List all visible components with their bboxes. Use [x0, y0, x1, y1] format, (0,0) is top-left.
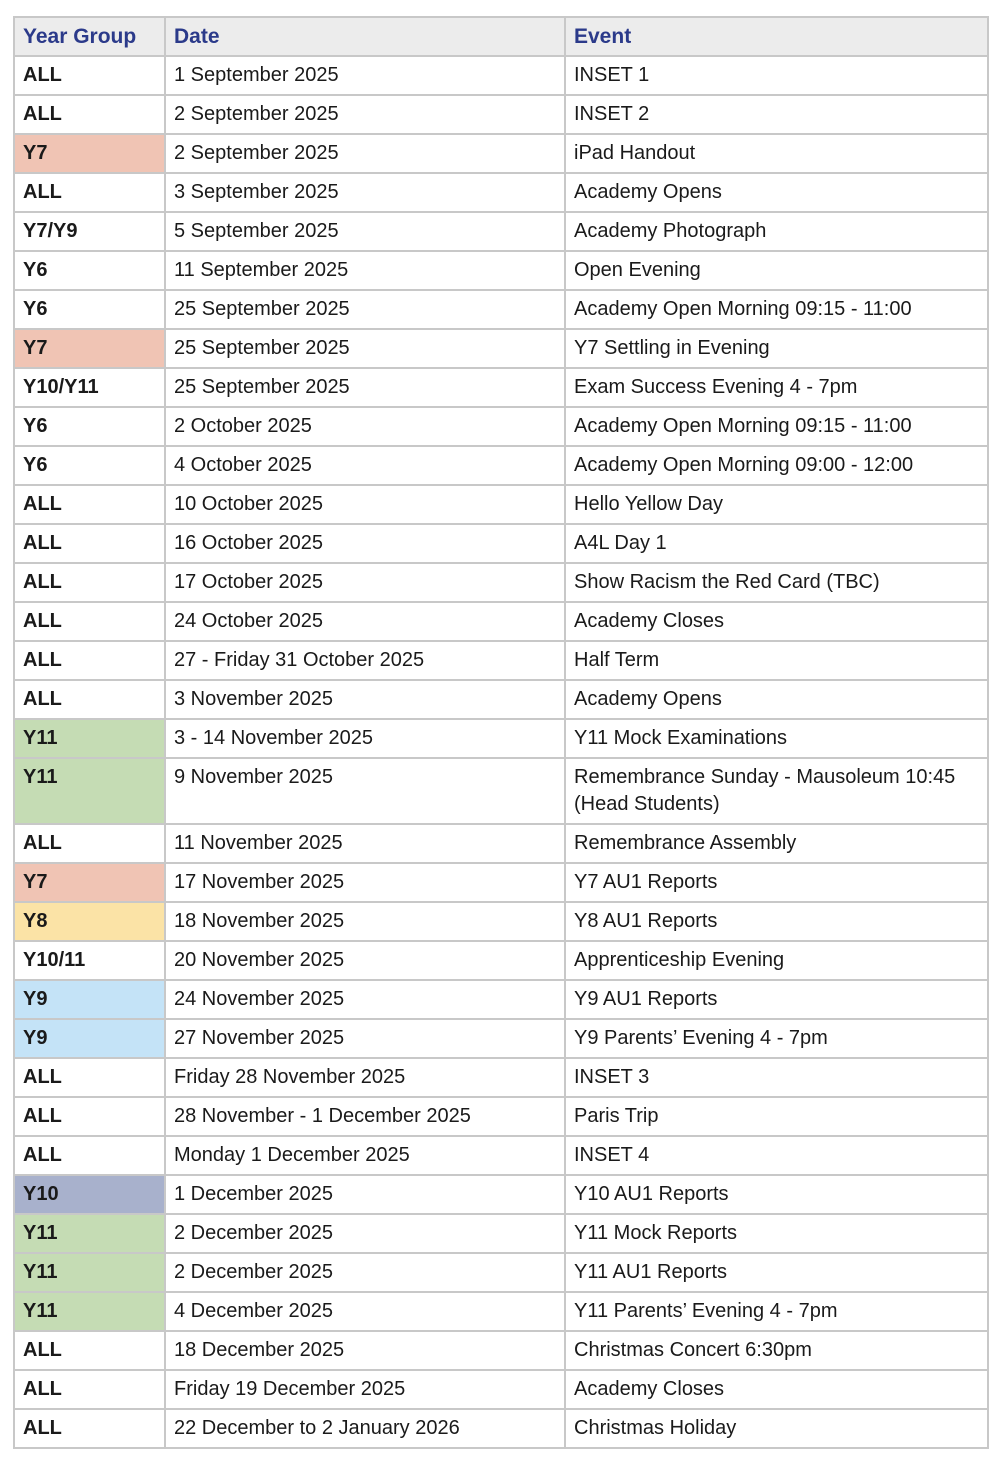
year-group-cell: Y6 [14, 251, 165, 290]
table-row [14, 1175, 988, 1214]
year-group-cell: ALL [14, 56, 165, 95]
table-row [14, 329, 988, 368]
year-group-cell: ALL [14, 1136, 165, 1175]
table-row [14, 1214, 988, 1253]
header-year-group: Year Group [14, 17, 165, 56]
year-group-cell: Y10/11 [14, 941, 165, 980]
table-row [14, 290, 988, 329]
event-cell: iPad Handout [565, 134, 988, 173]
year-group-cell: Y11 [14, 719, 165, 758]
date-cell: 24 November 2025 [165, 980, 565, 1019]
table-row [14, 824, 988, 863]
table-row [14, 1370, 988, 1409]
header-row [14, 17, 988, 56]
year-group-cell: Y9 [14, 980, 165, 1019]
date-cell: 11 November 2025 [165, 824, 565, 863]
year-group-cell: Y6 [14, 446, 165, 485]
event-cell: Academy Open Morning 09:00 - 12:00 [565, 446, 988, 485]
table-row [14, 641, 988, 680]
date-cell: 5 September 2025 [165, 212, 565, 251]
event-cell: A4L Day 1 [565, 524, 988, 563]
year-group-cell: Y7 [14, 863, 165, 902]
year-group-cell: Y9 [14, 1019, 165, 1058]
table-row [14, 1136, 988, 1175]
table-row [14, 1097, 988, 1136]
table-row [14, 368, 988, 407]
date-cell: 16 October 2025 [165, 524, 565, 563]
date-cell: Friday 28 November 2025 [165, 1058, 565, 1097]
event-cell: Remembrance Assembly [565, 824, 988, 863]
year-group-cell: ALL [14, 824, 165, 863]
date-cell: 3 - 14 November 2025 [165, 719, 565, 758]
table-row [14, 485, 988, 524]
table-row [14, 407, 988, 446]
year-group-cell: Y10/Y11 [14, 368, 165, 407]
event-cell: Y11 Parents’ Evening 4 - 7pm [565, 1292, 988, 1331]
year-group-cell: ALL [14, 680, 165, 719]
year-group-cell: ALL [14, 173, 165, 212]
year-group-cell: Y6 [14, 407, 165, 446]
year-group-cell: Y7/Y9 [14, 212, 165, 251]
table-body [14, 56, 988, 1448]
date-cell: 11 September 2025 [165, 251, 565, 290]
event-cell: Half Term [565, 641, 988, 680]
table-row [14, 212, 988, 251]
event-cell: Christmas Concert 6:30pm [565, 1331, 988, 1370]
table-row [14, 1253, 988, 1292]
date-cell: 10 October 2025 [165, 485, 565, 524]
date-cell: 2 September 2025 [165, 134, 565, 173]
date-cell: 2 December 2025 [165, 1214, 565, 1253]
date-cell: Friday 19 December 2025 [165, 1370, 565, 1409]
event-cell: Y10 AU1 Reports [565, 1175, 988, 1214]
table-row [14, 980, 988, 1019]
event-cell: INSET 4 [565, 1136, 988, 1175]
date-cell: 1 December 2025 [165, 1175, 565, 1214]
table-row [14, 524, 988, 563]
date-cell: 27 - Friday 31 October 2025 [165, 641, 565, 680]
table-row [14, 1292, 988, 1331]
date-cell: 27 November 2025 [165, 1019, 565, 1058]
table-row [14, 902, 988, 941]
event-cell: Y9 Parents’ Evening 4 - 7pm [565, 1019, 988, 1058]
date-cell: 17 October 2025 [165, 563, 565, 602]
year-group-cell: ALL [14, 485, 165, 524]
year-group-cell: ALL [14, 524, 165, 563]
date-cell: 3 September 2025 [165, 173, 565, 212]
event-cell: Academy Opens [565, 680, 988, 719]
table-row [14, 680, 988, 719]
date-cell: 4 December 2025 [165, 1292, 565, 1331]
event-cell: Y8 AU1 Reports [565, 902, 988, 941]
year-group-cell: Y7 [14, 329, 165, 368]
date-cell: 4 October 2025 [165, 446, 565, 485]
table-row [14, 251, 988, 290]
table-row [14, 56, 988, 95]
date-cell: Monday 1 December 2025 [165, 1136, 565, 1175]
year-group-cell: Y11 [14, 1214, 165, 1253]
year-group-cell: Y11 [14, 1253, 165, 1292]
year-group-cell: Y11 [14, 1292, 165, 1331]
date-cell: 22 December to 2 January 2026 [165, 1409, 565, 1448]
event-cell: Academy Closes [565, 1370, 988, 1409]
year-group-cell: ALL [14, 641, 165, 680]
date-cell: 17 November 2025 [165, 863, 565, 902]
event-cell: Y11 Mock Reports [565, 1214, 988, 1253]
year-group-cell: Y11 [14, 758, 165, 824]
year-group-cell: ALL [14, 602, 165, 641]
table-row [14, 173, 988, 212]
table-row [14, 446, 988, 485]
table-row [14, 1409, 988, 1448]
year-group-cell: Y8 [14, 902, 165, 941]
year-group-cell: ALL [14, 1409, 165, 1448]
date-cell: 3 November 2025 [165, 680, 565, 719]
event-cell: Exam Success Evening 4 - 7pm [565, 368, 988, 407]
event-cell: Y7 Settling in Evening [565, 329, 988, 368]
date-cell: 25 September 2025 [165, 290, 565, 329]
year-group-cell: ALL [14, 1058, 165, 1097]
date-cell: 24 October 2025 [165, 602, 565, 641]
year-group-cell: ALL [14, 1370, 165, 1409]
table-row [14, 719, 988, 758]
year-group-cell: ALL [14, 563, 165, 602]
date-cell: 9 November 2025 [165, 758, 565, 824]
date-cell: 20 November 2025 [165, 941, 565, 980]
event-cell: INSET 1 [565, 56, 988, 95]
date-cell: 18 November 2025 [165, 902, 565, 941]
date-cell: 28 November - 1 December 2025 [165, 1097, 565, 1136]
event-cell: Academy Closes [565, 602, 988, 641]
date-cell: 2 December 2025 [165, 1253, 565, 1292]
year-group-cell: Y10 [14, 1175, 165, 1214]
table-row [14, 758, 988, 824]
year-group-cell: ALL [14, 1331, 165, 1370]
event-cell: Academy Opens [565, 173, 988, 212]
table-row [14, 563, 988, 602]
year-group-cell: Y6 [14, 290, 165, 329]
date-cell: 18 December 2025 [165, 1331, 565, 1370]
event-cell: Y11 Mock Examinations [565, 719, 988, 758]
event-cell: Paris Trip [565, 1097, 988, 1136]
table-row [14, 1058, 988, 1097]
date-cell: 25 September 2025 [165, 368, 565, 407]
events-table [13, 16, 989, 1449]
date-cell: 25 September 2025 [165, 329, 565, 368]
event-cell: Academy Open Morning 09:15 - 11:00 [565, 407, 988, 446]
event-cell: INSET 2 [565, 95, 988, 134]
event-cell: Show Racism the Red Card (TBC) [565, 563, 988, 602]
table-row [14, 134, 988, 173]
event-cell: Hello Yellow Day [565, 485, 988, 524]
event-cell: INSET 3 [565, 1058, 988, 1097]
event-cell: Academy Open Morning 09:15 - 11:00 [565, 290, 988, 329]
table-row [14, 863, 988, 902]
header-event: Event [565, 17, 988, 56]
event-cell: Open Evening [565, 251, 988, 290]
year-group-cell: ALL [14, 95, 165, 134]
year-group-cell: Y7 [14, 134, 165, 173]
table-row [14, 941, 988, 980]
year-group-cell: ALL [14, 1097, 165, 1136]
event-cell: Apprenticeship Evening [565, 941, 988, 980]
date-cell: 1 September 2025 [165, 56, 565, 95]
event-cell: Y7 AU1 Reports [565, 863, 988, 902]
table-row [14, 1331, 988, 1370]
table-row [14, 95, 988, 134]
header-date: Date [165, 17, 565, 56]
event-cell: Remembrance Sunday - Mausoleum 10:45 (Head Students) [565, 758, 988, 824]
table-row [14, 1019, 988, 1058]
event-cell: Y11 AU1 Reports [565, 1253, 988, 1292]
table-row [14, 602, 988, 641]
date-cell: 2 October 2025 [165, 407, 565, 446]
event-cell: Christmas Holiday [565, 1409, 988, 1448]
event-cell: Y9 AU1 Reports [565, 980, 988, 1019]
date-cell: 2 September 2025 [165, 95, 565, 134]
event-cell: Academy Photograph [565, 212, 988, 251]
